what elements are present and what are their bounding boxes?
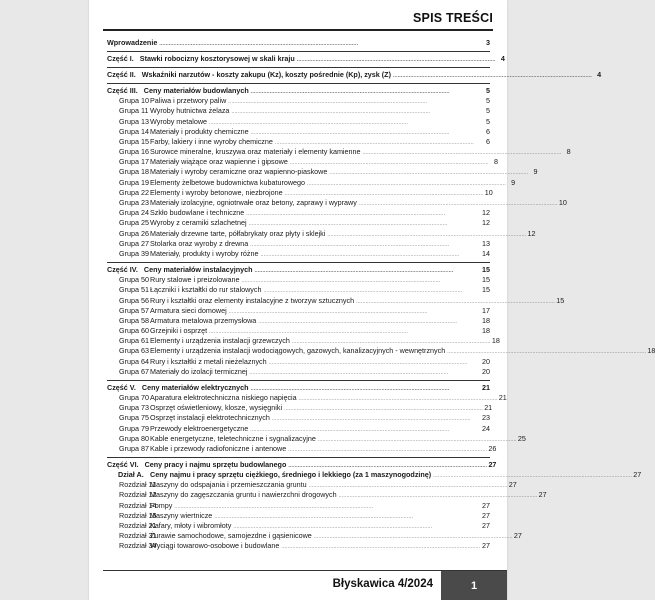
group-name: Materiały i produkty chemiczne xyxy=(150,126,249,136)
toc-group-entry[interactable] xyxy=(107,157,498,167)
toc-page-number: 4 xyxy=(500,53,505,63)
toc-page-number: 6 xyxy=(486,126,490,136)
group-number: Grupa 70 xyxy=(119,392,149,402)
group-number: Grupa 19 xyxy=(119,177,149,187)
group-name: Rury i kształtki z metali nieżelaznych xyxy=(150,356,267,366)
toc-group-entry[interactable] xyxy=(107,511,490,521)
toc-section-part-6 xyxy=(107,459,642,552)
toc-part-heading[interactable] xyxy=(107,265,490,275)
group-number: Rozdział 15 xyxy=(119,510,157,520)
group-number: Grupa 64 xyxy=(119,356,149,366)
toc-page-number: 12 xyxy=(482,208,490,218)
group-number: Rozdział 12 xyxy=(119,490,157,500)
group-number: Rozdział 34 xyxy=(119,541,157,551)
section-divider xyxy=(107,83,490,84)
toc-page-number: 27 xyxy=(482,521,490,531)
toc-page-number: 23 xyxy=(482,413,490,423)
dot-leader xyxy=(393,70,591,81)
group-name: Grzejniki i osprzęt xyxy=(150,326,208,336)
group-name: Farby, lakiery i inne wyroby chemiczne xyxy=(150,136,273,146)
dot-leader xyxy=(261,249,480,260)
group-name: Materiały, produkty i wyroby różne xyxy=(150,248,259,258)
dot-leader xyxy=(159,38,480,49)
group-name: Kable energetyczne, teletechniczne i sygnalizacyjne xyxy=(150,433,316,443)
dot-leader xyxy=(249,367,480,378)
toc-page-number: 21 xyxy=(498,392,507,402)
group-name: Materiały drzewne tarte, półfabrykaty oraz płyty i sklejki xyxy=(150,228,326,238)
toc-group-entry[interactable] xyxy=(107,367,490,377)
group-name: Kable i przewody radiofoniczne i antenowe xyxy=(150,443,287,453)
toc-part-heading[interactable] xyxy=(107,86,490,96)
group-name: Wyciągi towarowo-osobowe i budowlane xyxy=(150,541,280,551)
group-name: Maszyny wiertnicze xyxy=(150,510,213,520)
toc-page-number: 26 xyxy=(488,443,497,453)
toc-part-heading[interactable] xyxy=(107,383,490,393)
group-name: Elementy i urządzenia instalacji grzewczych xyxy=(150,336,290,346)
toc-group-entry[interactable] xyxy=(107,198,567,208)
toc-group-entry[interactable] xyxy=(107,117,490,127)
toc-page-number: 17 xyxy=(482,305,490,315)
toc-group-entry[interactable] xyxy=(107,127,490,137)
section-divider xyxy=(107,457,490,458)
group-number: Grupa 87 xyxy=(119,443,149,453)
group-number: Grupa 24 xyxy=(119,208,149,218)
group-number: Grupa 50 xyxy=(119,275,149,285)
toc-group-entry[interactable] xyxy=(107,137,490,147)
section-divider xyxy=(107,67,490,68)
toc-group-entry[interactable] xyxy=(107,218,490,228)
group-number: Grupa 56 xyxy=(119,295,149,305)
group-number: Rozdział 14 xyxy=(119,500,157,510)
group-name: Rury stalowe i preizolowane xyxy=(150,275,240,285)
part-number: Część V. xyxy=(107,382,136,392)
group-number: Grupa 57 xyxy=(119,305,149,315)
group-name: Materiały wiążące oraz wapienne i gipsowe xyxy=(150,157,288,167)
group-number: Grupa 17 xyxy=(119,157,149,167)
toc-part-1[interactable] xyxy=(107,53,505,64)
toc-part-2[interactable] xyxy=(107,69,602,80)
toc-page-number: 20 xyxy=(482,356,490,366)
dot-leader xyxy=(288,444,486,455)
toc-group-entry[interactable] xyxy=(107,490,547,500)
section-divider xyxy=(107,380,490,381)
toc-page-number: 10 xyxy=(558,198,567,208)
group-number: Grupa 58 xyxy=(119,315,149,325)
toc-group-entry[interactable] xyxy=(107,480,517,490)
toc-section-part-3 xyxy=(107,85,571,259)
toc-page-number: 5 xyxy=(486,116,490,126)
document-page xyxy=(89,0,655,600)
toc-page-number: 27 xyxy=(482,510,490,520)
toc-group-entry[interactable] xyxy=(107,177,516,188)
group-name: Materiały do izolacji termicznej xyxy=(150,366,248,376)
toc-intro[interactable] xyxy=(107,38,490,48)
part-title: Stawki robocizny kosztorysowej w skali kraju xyxy=(139,53,295,63)
toc-group-entry[interactable] xyxy=(107,106,490,116)
toc-page-number: 18 xyxy=(647,346,655,356)
group-name: Elementy i wyroby betonowe, niezbrojone xyxy=(150,187,283,197)
toc-group-entry[interactable] xyxy=(107,403,493,413)
toc-group-entry[interactable] xyxy=(107,316,490,326)
group-number: Grupa 80 xyxy=(119,433,149,443)
table-of-contents xyxy=(107,38,655,552)
part-title: Ceny materiałów elektrycznych xyxy=(141,382,249,392)
toc-page-number: 13 xyxy=(482,238,490,248)
toc-entry-title: Wprowadzenie xyxy=(107,38,158,47)
toc-group-entry[interactable] xyxy=(107,424,490,434)
toc-group-entry[interactable] xyxy=(107,295,565,306)
group-name: Wyroby z ceramiki szlachetnej xyxy=(150,218,247,228)
group-name: Maszyny do zagęszczania gruntu i nawierzchni drogowych xyxy=(150,490,337,500)
toc-page-number: 5 xyxy=(486,96,490,106)
group-number: Grupa 22 xyxy=(119,187,149,197)
dzial-name: Ceny najmu i pracy sprzętu ciężkiego, średniego i lekkiego (za 1 maszynogodzinę) xyxy=(150,470,432,480)
group-number: Grupa 51 xyxy=(119,285,149,295)
group-number: Grupa 13 xyxy=(119,116,149,126)
group-number: Grupa 79 xyxy=(119,423,149,433)
group-name: Żurawie samochodowe, samojezdne i gąsienicowe xyxy=(150,531,312,541)
toc-page-number: 15 xyxy=(482,264,490,274)
toc-group-entry[interactable] xyxy=(107,306,490,316)
dzial-label: Dział A. xyxy=(118,470,144,480)
toc-group-entry[interactable] xyxy=(107,541,490,551)
toc-page-number: 20 xyxy=(482,366,490,376)
group-name: Armatura sieci domowej xyxy=(150,305,227,315)
toc-group-entry[interactable] xyxy=(107,521,490,531)
group-number: Grupa 27 xyxy=(119,238,149,248)
toc-dzial-entry[interactable] xyxy=(107,470,642,480)
group-number: Grupa 18 xyxy=(119,167,149,177)
group-number: Grupa 15 xyxy=(119,136,149,146)
group-number: Grupa 75 xyxy=(119,413,149,423)
group-name: Aparatura elektrotechniczna niskiego napięcia xyxy=(150,392,297,402)
toc-group-entry[interactable] xyxy=(107,326,490,336)
toc-page-number: 14 xyxy=(482,248,490,258)
group-name: Rury i kształtki oraz elementy instalacyjne z tworzyw sztucznych xyxy=(150,295,355,305)
part-title: Ceny materiałów instalacyjnych xyxy=(143,264,253,274)
page-title: SPIS TREŚCI xyxy=(413,11,493,25)
toc-group-entry[interactable] xyxy=(107,443,497,454)
group-name: Materiały i wyroby ceramiczne oraz wapienno-piaskowe xyxy=(150,167,328,177)
group-number: Rozdział 31 xyxy=(119,531,157,541)
toc-page-number: 5 xyxy=(486,85,490,95)
group-number: Rozdział 11 xyxy=(119,480,157,490)
part-number: Część I. xyxy=(107,53,134,63)
toc-page-number: 27 xyxy=(538,490,547,500)
toc-page-number: 21 xyxy=(484,403,493,413)
group-name: Elementy i urządzenia instalacji wodociągowych, gazowych, kanalizacyjnych - wewnętrznych xyxy=(150,346,446,356)
toc-group-entry[interactable] xyxy=(107,147,571,157)
toc-group-entry[interactable] xyxy=(107,413,490,423)
toc-page-number: 27 xyxy=(482,500,490,510)
group-name: Materiały izolacyjne, ogniotrwałe oraz betony, zaprawy i wyprawy xyxy=(150,198,357,208)
toc-page-number: 4 xyxy=(597,69,602,79)
group-number: Rozdział 21 xyxy=(119,521,157,531)
group-number: Grupa 61 xyxy=(119,336,149,346)
toc-group-entry[interactable] xyxy=(107,167,538,177)
group-name: Wyroby hutnictwa żelaza xyxy=(150,106,230,116)
part-number: Część II. xyxy=(107,69,136,79)
group-name: Szkło budowlane i techniczne xyxy=(150,208,245,218)
group-name: Maszyny do odspajania i przemieszczania gruntu xyxy=(150,480,307,490)
toc-section-part-5 xyxy=(107,382,526,454)
group-name: Wyroby metalowe xyxy=(150,116,208,126)
toc-group-entry[interactable] xyxy=(107,96,490,106)
toc-page-number: 6 xyxy=(486,136,490,146)
toc-page-number: 10 xyxy=(484,187,493,197)
publication-title: Błyskawica 4/2024 xyxy=(332,578,433,590)
toc-page-number: 25 xyxy=(517,433,526,443)
group-name: Osprzęt instalacji elektrotechnicznych xyxy=(150,413,270,423)
group-name: Surowce mineralne, kruszywa oraz materiały i elementy kamienne xyxy=(150,147,361,157)
group-name: Elementy żelbetowe budownictwa kubaturowego xyxy=(150,177,306,187)
toc-page-number: 12 xyxy=(527,228,536,238)
group-number: Grupa 39 xyxy=(119,248,149,258)
group-number: Grupa 11 xyxy=(119,106,149,116)
toc-page-number: 9 xyxy=(511,177,516,187)
toc-page-number: 24 xyxy=(482,423,490,433)
group-name: Łączniki i kształtki do rur stalowych xyxy=(150,285,262,295)
group-number: Grupa 60 xyxy=(119,326,149,336)
toc-page-number: 27 xyxy=(633,470,642,480)
group-number: Grupa 73 xyxy=(119,403,149,413)
group-number: Grupa 10 xyxy=(119,96,149,106)
toc-page-number: 12 xyxy=(482,218,490,228)
group-name: Pompy xyxy=(150,500,173,510)
toc-page-number: 27 xyxy=(488,459,497,469)
toc-page-number: 15 xyxy=(482,285,490,295)
part-number: Część IV. xyxy=(107,264,138,274)
group-number: Grupa 26 xyxy=(119,228,149,238)
toc-part-heading[interactable] xyxy=(107,459,497,470)
toc-group-entry[interactable] xyxy=(107,357,490,367)
toc-group-entry[interactable] xyxy=(107,501,490,511)
page-number-box xyxy=(441,571,507,600)
toc-group-entry[interactable] xyxy=(107,187,493,198)
toc-page-number: 18 xyxy=(482,326,490,336)
toc-page-number: 15 xyxy=(556,295,565,305)
toc-group-entry[interactable] xyxy=(107,531,522,541)
group-name: Przewody elektroenergetyczne xyxy=(150,423,249,433)
toc-page-number: 27 xyxy=(513,531,522,541)
toc-page-number: 15 xyxy=(482,275,490,285)
part-number: Część III. xyxy=(107,85,138,95)
toc-section-part-4 xyxy=(107,264,655,377)
toc-group-entry[interactable] xyxy=(107,285,490,295)
group-name: Stolarka oraz wyroby z drewna xyxy=(150,238,249,248)
toc-group-entry[interactable] xyxy=(107,392,507,403)
header-rule xyxy=(103,29,493,31)
group-number: Grupa 63 xyxy=(119,346,149,356)
section-divider xyxy=(107,51,490,52)
toc-page-number: 21 xyxy=(482,382,490,392)
group-number: Grupa 16 xyxy=(119,147,149,157)
group-name: Paliwa i przetwory paliw xyxy=(150,96,227,106)
toc-page-number: 5 xyxy=(486,106,490,116)
toc-group-entry[interactable] xyxy=(107,228,536,239)
toc-page-number: 18 xyxy=(482,315,490,325)
group-number: Grupa 25 xyxy=(119,218,149,228)
group-name: Armatura metalowa przemysłowa xyxy=(150,315,257,325)
toc-group-entry[interactable] xyxy=(107,208,490,218)
toc-page-number: 8 xyxy=(566,147,571,157)
page-number: 1 xyxy=(470,579,478,592)
toc-group-entry[interactable] xyxy=(107,275,490,285)
toc-page-number: 8 xyxy=(493,157,498,167)
part-title: Ceny pracy i najmu sprzętu budowlanego xyxy=(144,459,287,469)
toc-page-number: 27 xyxy=(482,541,490,551)
section-divider xyxy=(107,262,490,263)
group-name: Kafary, młoty i wibromłoty xyxy=(150,521,232,531)
toc-group-entry[interactable] xyxy=(107,239,490,249)
part-title: Ceny materiałów budowlanych xyxy=(143,85,249,95)
group-number: Grupa 67 xyxy=(119,366,149,376)
toc-group-entry[interactable] xyxy=(107,336,500,346)
dot-leader xyxy=(281,541,480,552)
toc-page-number: 3 xyxy=(486,38,490,47)
toc-group-entry[interactable] xyxy=(107,433,526,444)
toc-page-number: 27 xyxy=(508,480,517,490)
part-number: Część VI. xyxy=(107,459,139,469)
toc-group-entry[interactable] xyxy=(107,346,655,356)
toc-page-number: 18 xyxy=(491,336,500,346)
toc-page-number: 9 xyxy=(533,167,538,177)
toc-group-entry[interactable] xyxy=(107,249,490,259)
dot-leader xyxy=(297,54,495,65)
group-number: Grupa 23 xyxy=(119,198,149,208)
group-name: Osprzęt oświetleniowy, klosze, wysięgniki xyxy=(150,403,283,413)
part-title: Wskaźniki narzutów - koszty zakupu (Kz), koszty pośrednie (Kp), zysk (Z) xyxy=(141,69,391,79)
group-number: Grupa 14 xyxy=(119,126,149,136)
